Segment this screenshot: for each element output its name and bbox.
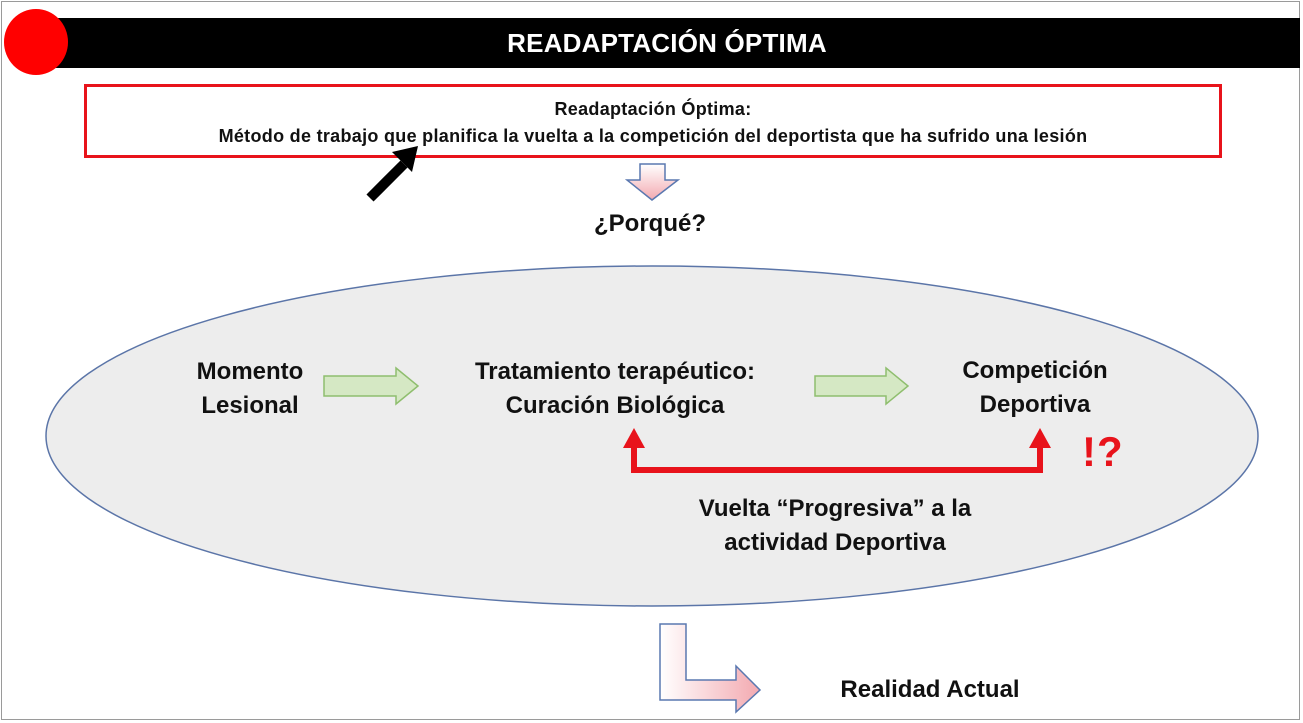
loop-line-2: actividad Deportiva: [724, 529, 946, 556]
node-1-line-2: Lesional: [201, 392, 299, 419]
slide-title: READAPTACIÓN ÓPTIMA: [507, 27, 827, 58]
definition-heading: Readaptación Óptima:: [554, 99, 752, 119]
definition-text: Método de trabajo que planifica la vuelta a la competición del deportista que ha sufrido una lesión: [218, 126, 1088, 146]
node-1-line-1: Momento: [196, 358, 304, 385]
loop-label: [650, 492, 1020, 560]
question-label: ¿Porqué?: [594, 210, 706, 237]
outcome-label: Realidad Actual: [840, 676, 1020, 703]
down-arrow-icon: [627, 164, 678, 200]
exclamation-question-mark: !?: [1082, 428, 1124, 475]
node-2-line-2: Curación Biológica: [505, 392, 725, 419]
node-tratamiento: [420, 355, 810, 423]
node-2-line-1: Tratamiento terapéutico:: [474, 358, 756, 385]
node-momento-lesional: [150, 355, 350, 423]
bent-arrow-icon: [660, 624, 760, 712]
loop-line-1: Vuelta “Progresiva” a la: [698, 495, 972, 522]
node-competicion: [920, 354, 1150, 422]
node-3-line-2: Deportiva: [979, 391, 1091, 418]
node-3-line-1: Competición: [962, 357, 1108, 384]
pointer-arrow-icon: [370, 146, 418, 198]
